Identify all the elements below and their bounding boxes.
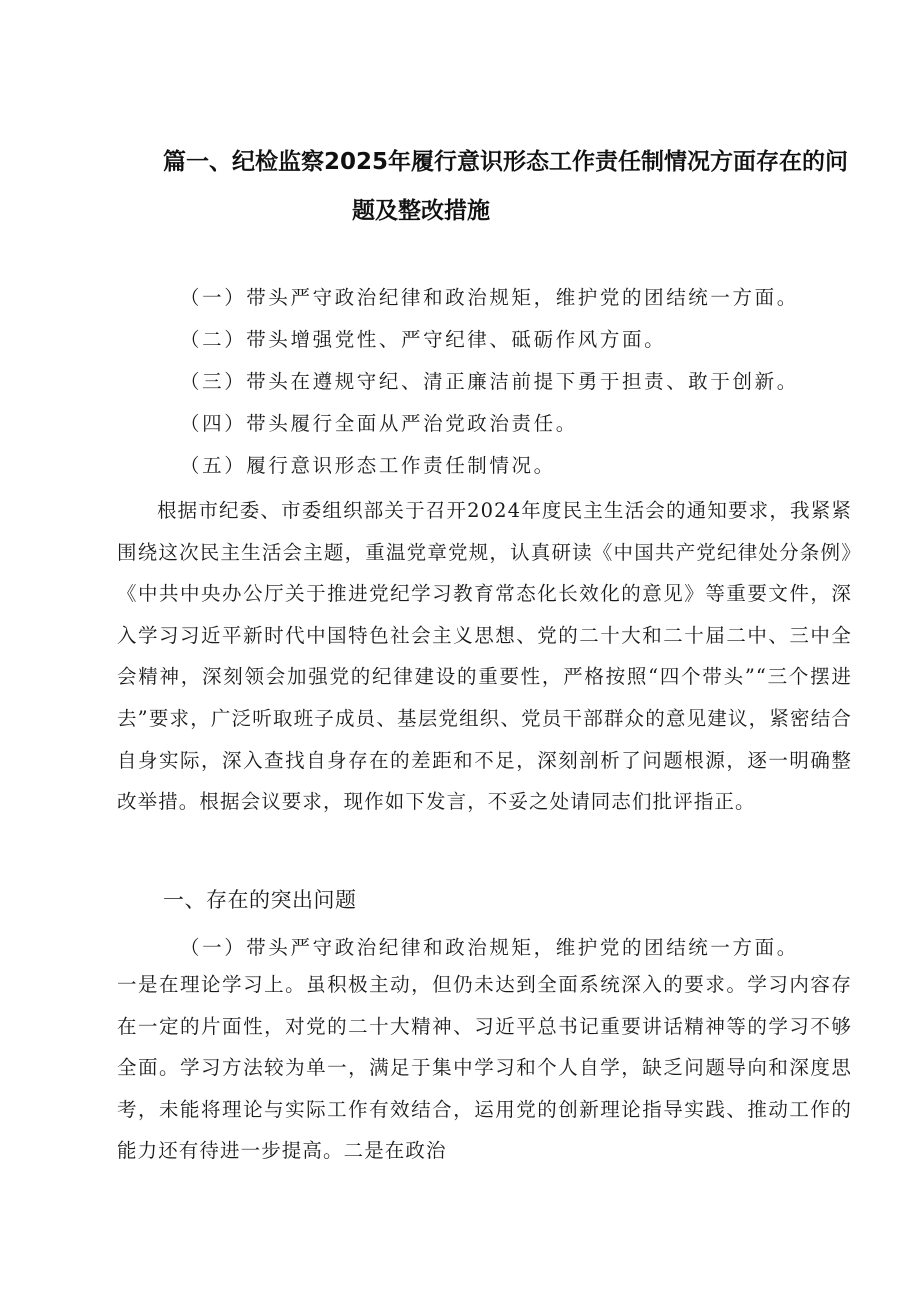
section-heading: 一、存在的突出问题 [163, 888, 357, 912]
intro-paragraph: 根据市纪委、市委组织部关于召开2024年度民主生活会的通知要求，我紧紧围绕这次民主生活会主题，重温党章党规，认真研读《中国共产党纪律处分条例》《中共中央办公厅关于推进党纪学习教育常态化长效化的意见》等重要文件，深入学习习近平新时代中国特色社会主义思想、党的二十大和二十届二中、三中全会精神，深刻领会加强党的纪律建设的重要性，严格按照“四个带头”“三个摆进去”要求，广泛听取班子成员、基层党组织、党员干部群众的意见建议，紧密结合自身实际，深入查找自身存在的差距和不足，深刻剖析了问题根源，逐一明确整改举措。根据会议要求，现作如下发言，不妥之处请同志们批评指正。 [117, 499, 852, 814]
outline-item-5: （五）履行意识形态工作责任制情况。 [180, 454, 556, 477]
title-line-1: 篇一、纪检监察2025年履行意识形态工作责任制情况方面存在的问 [163, 149, 849, 175]
outline-item-1: （一）带头严守政治纪律和政治规矩，维护党的团结统一方面。 [180, 286, 799, 309]
section-paragraph: 一是在理论学习上。虽积极主动，但仍未达到全面系统深入的要求。学习内容存在一定的片面性，对党的二十大精神、习近平总书记重要讲话精神等的学习不够全面。学习方法较为单一，满足于集中学习和个人自学，缺乏问题导向和深度思考，未能将理论与实际工作有效结合，运用党的创新理论指导实践、推动工作的能力还有待进一步提高。二是在政治 [117, 973, 852, 1163]
outline-item-3: （三）带头在遵规守纪、清正廉洁前提下勇于担责、敢于创新。 [180, 370, 799, 393]
outline-item-4: （四）带头履行全面从严治党政治责任。 [180, 412, 578, 435]
title-line-2: 题及整改措施 [352, 198, 490, 224]
document-title [163, 138, 853, 236]
outline-item-2: （二）带头增强党性、严守纪律、砥砺作风方面。 [180, 328, 667, 351]
section-subheading: （一）带头严守政治纪律和政治规矩，维护党的团结统一方面。 [180, 936, 799, 959]
